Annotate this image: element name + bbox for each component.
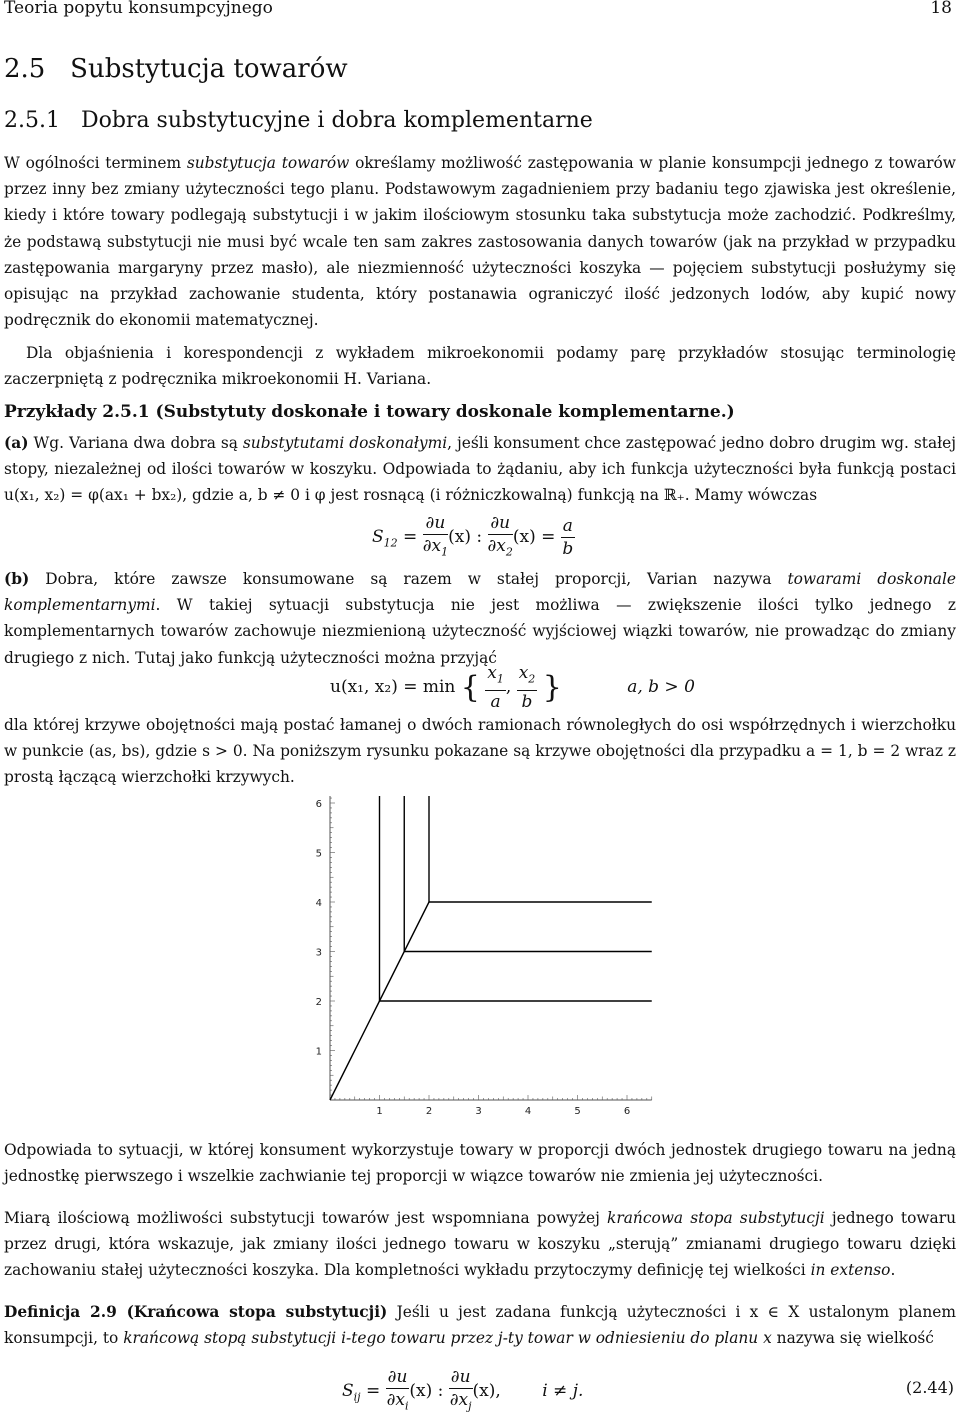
- y-tick-label: 4: [315, 898, 322, 909]
- eq1-b: b: [562, 539, 574, 560]
- chart-group: [316, 796, 652, 1117]
- eq2-den-1: a: [485, 690, 506, 713]
- equation-sij: $S_{ij}$ = $\frac{\partial u}{\partial x_i}$ (x) : $\frac{\partial u}{\partial x_j}$ (x), i ≠ j.: [342, 1366, 583, 1417]
- eq1-frac-2: [488, 512, 513, 563]
- eq1-mid: (x) :: [448, 527, 483, 548]
- eq244-den-1-sub: i: [404, 1399, 409, 1413]
- example-a-text-cont: , jeśli konsument chce zastępować jedno dobro drugim wg. stałej stopy, niezależnej od ilości towarów w koszyku. Odpowiada to żądaniu, aby ich funkcja użyteczności była funkcją postaci u(x₁, x₂) = φ(ax₁ + bx₂), gdzie a, b ≠ 0 i φ jest rosnącą (i różniczkowalną) funkcją na ℝ₊. Mamy wówczas: [4, 434, 956, 505]
- definition-paragraph: [4, 1299, 956, 1351]
- x-tick-label: 6: [623, 1106, 631, 1117]
- equation-min: u(x₁, x₂) = min { $\frac{x_1}{a}$ , $\frac{x_2}{b}$ } a, b > 0: [330, 663, 695, 713]
- example-a-label: (a): [4, 434, 29, 452]
- x-tick-label: 2: [425, 1106, 433, 1117]
- eq244-end: (x),: [472, 1381, 501, 1402]
- subsection-heading: [4, 108, 593, 133]
- y-tick-label: 5: [315, 848, 322, 860]
- eq1-a: a: [562, 516, 573, 537]
- eq244-frac-1: [386, 1366, 410, 1417]
- section-number: 2.5: [4, 54, 46, 84]
- mrs-text-end: .: [890, 1261, 896, 1280]
- eq2-lhs: u(x₁, x₂) = min: [330, 677, 456, 698]
- mrs-text: Miarą ilościową możliwości substytucji towarów jest wspomniana powyżej: [4, 1209, 608, 1227]
- x-tick-label: 1: [376, 1106, 383, 1117]
- example-b-text-cont: . W takiej sytuacji substytucja nie jest możliwa — zwiększenie ilości tylko jednego z komplementarnych towarów zachowuje niezmienioną użyteczność wyjściowej wiązki towarów, nie prowadząc do zmiany drugiego z nich. Tutaj jako funkcją użyteczności można przyjąć: [4, 596, 956, 667]
- eq2-den-2: b: [517, 690, 538, 713]
- y-tick-label: 3: [315, 947, 322, 959]
- eq1-den-2: $\partial x_2$: [487, 536, 513, 559]
- eq244-den-1-text: ∂x: [386, 1390, 405, 1410]
- examples-heading: Przykłady 2.5.1 (Substytuty doskonałe i towary doskonale komplementarne.): [4, 402, 735, 422]
- eq244-cond: i ≠ j.: [542, 1381, 584, 1402]
- eq1-num-1: ∂u: [423, 512, 448, 535]
- eq1-end: (x) =: [512, 527, 556, 548]
- eq1-frac-1: [423, 512, 448, 563]
- section-heading: [4, 54, 348, 84]
- y-tick-label: 2: [315, 997, 322, 1008]
- indifference-curve: [404, 796, 652, 952]
- y-tick-label: 6: [315, 799, 322, 810]
- example-b-term: towarami doskonale komplementarnymi: [4, 570, 957, 615]
- eq2-num-1: $x_1$: [487, 663, 504, 686]
- subsection-title: Dobra substytucyjne i dobra komplementarne: [80, 108, 593, 133]
- example-a-term: substytutami doskonałymi: [242, 434, 448, 452]
- intro-term: substytucja towarów: [186, 154, 350, 172]
- definition-text: Jeśli u jest zadana funkcją użyteczności i x ∈ X ustalonym planem konsumpcji, to: [4, 1303, 956, 1348]
- after-chart-paragraph-2: [4, 1205, 956, 1284]
- example-a-text: Wg. Variana dwa dobra są: [28, 434, 243, 452]
- example-b: [4, 566, 956, 671]
- x-tick-label: 3: [475, 1106, 482, 1117]
- running-title: Teoria popytu konsumpcyjnego: [4, 0, 273, 18]
- example-b-label: (b): [4, 570, 30, 588]
- eq2-cond: a, b > 0: [627, 677, 695, 698]
- intro-paragraph-2: Dla objaśnienia i korespondencji z wykładem mikroekonomii podamy parę przykładów stosując terminologię zaczerpniętą z podręcznika mikroekonomii H. Variana.: [4, 344, 956, 389]
- eq244-den-2-sub: j: [468, 1399, 472, 1413]
- page-number: 18: [930, 0, 952, 18]
- eq244-frac-2: [449, 1366, 473, 1417]
- indifference-curve: [380, 796, 652, 1001]
- eq1-den-1: $\partial x_1$: [422, 536, 449, 559]
- eq1-frac-3: [561, 515, 575, 560]
- eq2-num-2: $x_2$: [518, 663, 536, 686]
- definition-label: Definicja 2.9 (Krańcowa stopa substytucji): [4, 1303, 388, 1321]
- intro-paragraph-1: [4, 150, 956, 333]
- mrs-term: krańcowa stopa substytucji: [607, 1209, 825, 1227]
- definition-text-cont: nazywa się wielkość: [771, 1329, 934, 1348]
- after-chart-paragraph-1: Odpowiada to sytuacji, w której konsument wykorzystuje towary w proporcji dwóch jednostek drugiego towaru na jedną jednostkę pierwszego i wszelkie zachwianie tej proporcji w wiązce towarów nie zmienia jej użyteczności.: [4, 1141, 956, 1186]
- mrs-text-cont: jednego towaru przez drugi, która wskazuje, jak zmiany ilości jednego towaru w koszyku „sterują” zmianami drugiego towaru dzięki zachowaniu stałej użyteczności koszyka. Dla kompletności wykładu przytoczymy definicję tej wielkości: [4, 1209, 956, 1280]
- indifference-curves-chart: [300, 796, 660, 1126]
- eq244-num-1: ∂u: [387, 1367, 408, 1387]
- eq1-den-1-text: ∂x: [422, 536, 442, 556]
- eq2-frac-1: [485, 662, 506, 713]
- section-title: Substytucja towarów: [70, 54, 348, 84]
- x-tick-label: 5: [574, 1106, 581, 1117]
- indifference-curve: [429, 796, 652, 902]
- eq1-num-2: ∂u: [488, 512, 513, 535]
- example-b-text: Dobra, które zawsze konsumowane są razem w stałej proporcji, Varian nazywa: [29, 570, 788, 588]
- subsection-number: 2.5.1: [4, 108, 60, 133]
- eq2-frac-2: [517, 662, 538, 713]
- intro-text-cont: określamy możliwość zastępowania w planie konsumpcji jednego z towarów przez inny bez zmiany użyteczności tego planu. Podstawowym zagadnieniem przy badaniu tego zjawiska jest określenie, kiedy i które towary podlegają substytucji i w jakim ilościowym stosunku taka substytucja może zachodzić. Podkreślmy, że podstawą substytucji nie musi być wcale ten sam zakres zastosowania danych towarów (jak na przykład w przypadku zastępowania margaryny przez masło), ale niezmienność użyteczności koszyka — pojęciem substytucji posłużymy się opisując na przykład zachowanie studenta, który postanawia ograniczyć ilość jedzonych lodów, aby kupić nowy podręcznik do ekonomii matematycznej.: [4, 154, 956, 330]
- definition-term: krańcową stopą substytucji i-tego towaru przez j-ty towar w odniesieniu do planu x: [123, 1329, 772, 1348]
- eq1-den-2-text: ∂x: [487, 536, 506, 556]
- after-eq2-paragraph: dla której krzywe obojętności mają postać łamanej o dwóch ramionach równoległych do osi współrzędnych i wierzchołku w punkcie (as, bs), gdzie s > 0. Na poniższym rysunku pokazane są krzywe obojętności dla przypadku a = 1, b = 2 wraz z prostą łączącą wierzchołki krzywych.: [4, 716, 956, 787]
- eq244-den-2-text: ∂x: [449, 1390, 469, 1410]
- eq1-lhs: S: [372, 527, 384, 548]
- eq244-sub: ij: [353, 1390, 361, 1404]
- y-tick-label: 1: [315, 1046, 322, 1058]
- eq244-num-2: ∂u: [450, 1367, 471, 1387]
- example-a: [4, 430, 956, 509]
- intro-text: W ogólności terminem: [4, 154, 187, 172]
- eq244-mid: (x) :: [409, 1381, 444, 1402]
- eq1-sub: 12: [383, 536, 398, 550]
- in-extenso: in extenso: [810, 1261, 891, 1280]
- x-tick-label: 4: [524, 1106, 532, 1117]
- equation-number: (2.44): [905, 1378, 954, 1397]
- eq244-lhs: S: [342, 1381, 354, 1402]
- equation-s12: $S_{12}$ = $\frac{\partial u}{\partial x_1}$ (x) : $\frac{\partial u}{\partial x_2}$ (x) = $\frac{a}{b}$: [372, 512, 575, 563]
